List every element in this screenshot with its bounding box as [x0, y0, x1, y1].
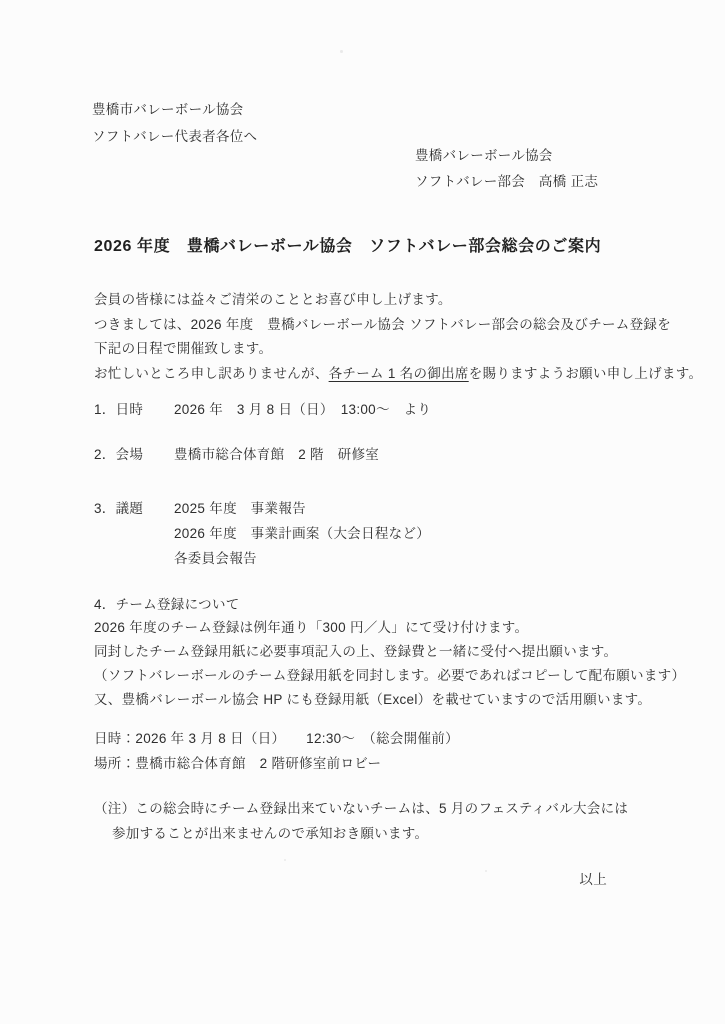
sender-line-name: ソフトバレー部会 高橋 正志 — [415, 174, 599, 189]
registration-desk-place: 場所：豊橋市総合体育館 2 階研修室前ロビー — [94, 756, 382, 771]
intro-request-line — [94, 362, 702, 387]
addressee-block — [92, 96, 257, 150]
item-number-label: 1．日時 — [94, 402, 144, 417]
note-line-1: （注）この総会時にチーム登録出来ていないチームは、5 月のフェスティバル大会には — [94, 801, 629, 816]
scan-speckle — [485, 870, 487, 872]
registration-form-line: 同封したチーム登録用紙に必要事項記入の上、登録費と一緒に受付へ提出願います。 — [94, 644, 618, 659]
agenda-item-datetime — [94, 399, 431, 421]
registration-copy-line: （ソフトバレーボールのチーム登録用紙を同封します。必要であればコピーして配布願います） — [94, 668, 686, 683]
agenda-item-registration-heading: 4．チーム登録について — [94, 597, 240, 612]
closing-mark: 以上 — [579, 872, 607, 887]
scan-speckle — [340, 50, 343, 53]
intro-greeting-line: 会員の皆様には益々ご清栄のこととお喜び申し上げます。 — [94, 292, 452, 307]
registration-hp-line: 又、豊橋バレーボール協会 HP にも登録用紙（Excel）を載せていますので活用願います。 — [94, 692, 652, 707]
addressee-line-association: 豊橋市バレーボール協会 — [92, 102, 244, 117]
request-prefix: お忙しいところ申し訳ありませんが、 — [94, 365, 329, 381]
intro-schedule-line: 下記の日程で開催致します。 — [94, 341, 273, 356]
intro-purpose-line: つきましては、2026 年度 豊橋バレーボール協会 ソフトバレー部会の総会及びチーム登録を — [94, 316, 671, 332]
request-suffix: を賜りますようお願い申し上げます。 — [468, 365, 703, 381]
note-line-2: 参加することが出来ませんので承知おき願います。 — [112, 826, 429, 841]
intro-paragraph — [94, 288, 702, 386]
agenda-topic-committees: 各委員会報告 — [174, 551, 257, 566]
document-title: 2026 年度 豊橋バレーボール協会 ソフトバレー部会総会のご案内 — [94, 238, 602, 255]
agenda-topic-plan: 2026 年度 事業計画案（大会日程など） — [174, 526, 431, 541]
agenda-topic-list — [174, 496, 430, 571]
addressee-line-recipients: ソフトバレー代表者各位へ — [92, 129, 258, 144]
item-number-label: 2．会場 — [94, 447, 144, 462]
agenda-topic-report: 2025 年度 事業報告 — [174, 501, 306, 516]
registration-desk-datetime: 日時：2026 年 3 月 8 日（日） 12:30～ （総会開催前） — [94, 731, 459, 746]
item-datetime-value: 2026 年 3 月 8 日（日） 13:00～ より — [174, 402, 432, 417]
item-number-label: 3．議題 — [94, 501, 144, 516]
note-block — [94, 796, 628, 846]
item-venue-value: 豊橋市総合体育館 2 階 研修室 — [174, 447, 380, 462]
sender-block — [415, 143, 598, 195]
agenda-item-topics — [94, 496, 430, 571]
registration-details — [94, 616, 685, 712]
agenda-item-venue — [94, 444, 379, 466]
underlined-attendance-request: 各チーム 1 名の御出席 — [328, 365, 469, 381]
sender-line-association: 豊橋バレーボール協会 — [415, 148, 553, 163]
scan-speckle — [284, 859, 286, 861]
registration-fee-line: 2026 年度のチーム登録は例年通り「300 円／人」にて受け付けます。 — [94, 620, 529, 635]
registration-desk-block — [94, 726, 459, 776]
